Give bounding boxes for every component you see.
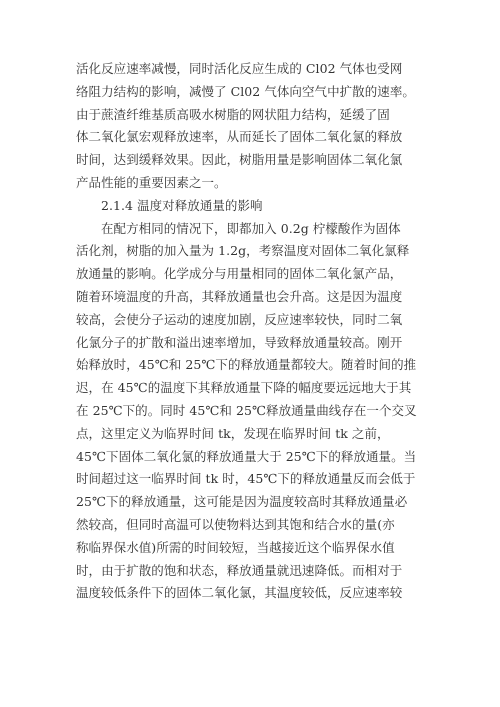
document-body (76, 58, 436, 605)
section-heading: 2.1.4 温度对释放通量的影响 (101, 197, 263, 213)
text-line: 产品性能的重要因素之一。 (76, 174, 227, 190)
text-line: 活化反应速率减慢，同时活化反应生成的 Cl02 气体也受网 (76, 61, 403, 76)
text-line: 活化剂，树脂的加入量为 1.2g，考察温度对固体二氧化氯释 (76, 243, 410, 259)
text-line: 较高，会使分子运动的速度加剧，反应速率较快，同时二氧 (76, 311, 403, 327)
text-line: 称临界保水值)所需的时间较短，当越接近这个临界保水值 (76, 539, 395, 555)
text-line: 25℃下的释放通量，这可能是因为温度较高时其释放通量必 (76, 494, 408, 510)
text-line: 化氯分子的扩散和溢出速率增加，导致释放通量较高。刚开 (76, 334, 403, 350)
text-line: 体二氧化氯宏观释放速率，从而延长了固体二氧化氯的释放 (76, 129, 403, 145)
text-line: 始释放时，45℃和 25℃下的释放通量都较大。随着时间的推 (76, 357, 417, 373)
text-line: 时间，达到缓释效果。因此，树脂用量是影响固体二氧化氯 (76, 152, 403, 168)
text-line: 温度较低条件下的固体二氧化氯，其温度较低，反应速率较 (76, 585, 403, 601)
text-line: 随着环境温度的升高，其释放通量也会升高。这是因为温度 (76, 288, 403, 304)
text-line: 在配方相同的情况下，即都加入 0.2g 柠檬酸作为固体 (101, 220, 401, 236)
text-line: 放通量的影响。化学成分与用量相同的固体二氧化氯产品， (76, 266, 403, 282)
text-line: 时，由于扩散的饱和状态，释放通量就迅速降低。而相对于 (76, 562, 403, 578)
text-line: 45℃下固体二氧化氯的释放通量大于 25℃下的释放通量。当 (76, 448, 417, 464)
text-line: 时间超过这一临界时间 tk 时，45℃下的释放通量反而会低于 (76, 471, 416, 487)
text-line: 然较高，但同时高温可以使物料达到其饱和结合水的量(亦 (76, 516, 395, 532)
text-line: 由于蔗渣纤维基质高吸水树脂的网状阻力结构，延缓了固 (76, 106, 390, 122)
text-line: 在 25℃下的。同时 45℃和 25℃释放通量曲线存在一个交叉 (76, 402, 417, 418)
text-line: 迟，在 45℃的温度下其释放通量下降的幅度要远远地大于其 (76, 380, 412, 396)
text-line: 络阻力结构的影响，减慢了 Cl02 气体向空气中扩散的速率。 (76, 83, 415, 99)
text-line: 点，这里定义为临界时间 tk，发现在临界时间 tk 之前， (76, 425, 390, 441)
